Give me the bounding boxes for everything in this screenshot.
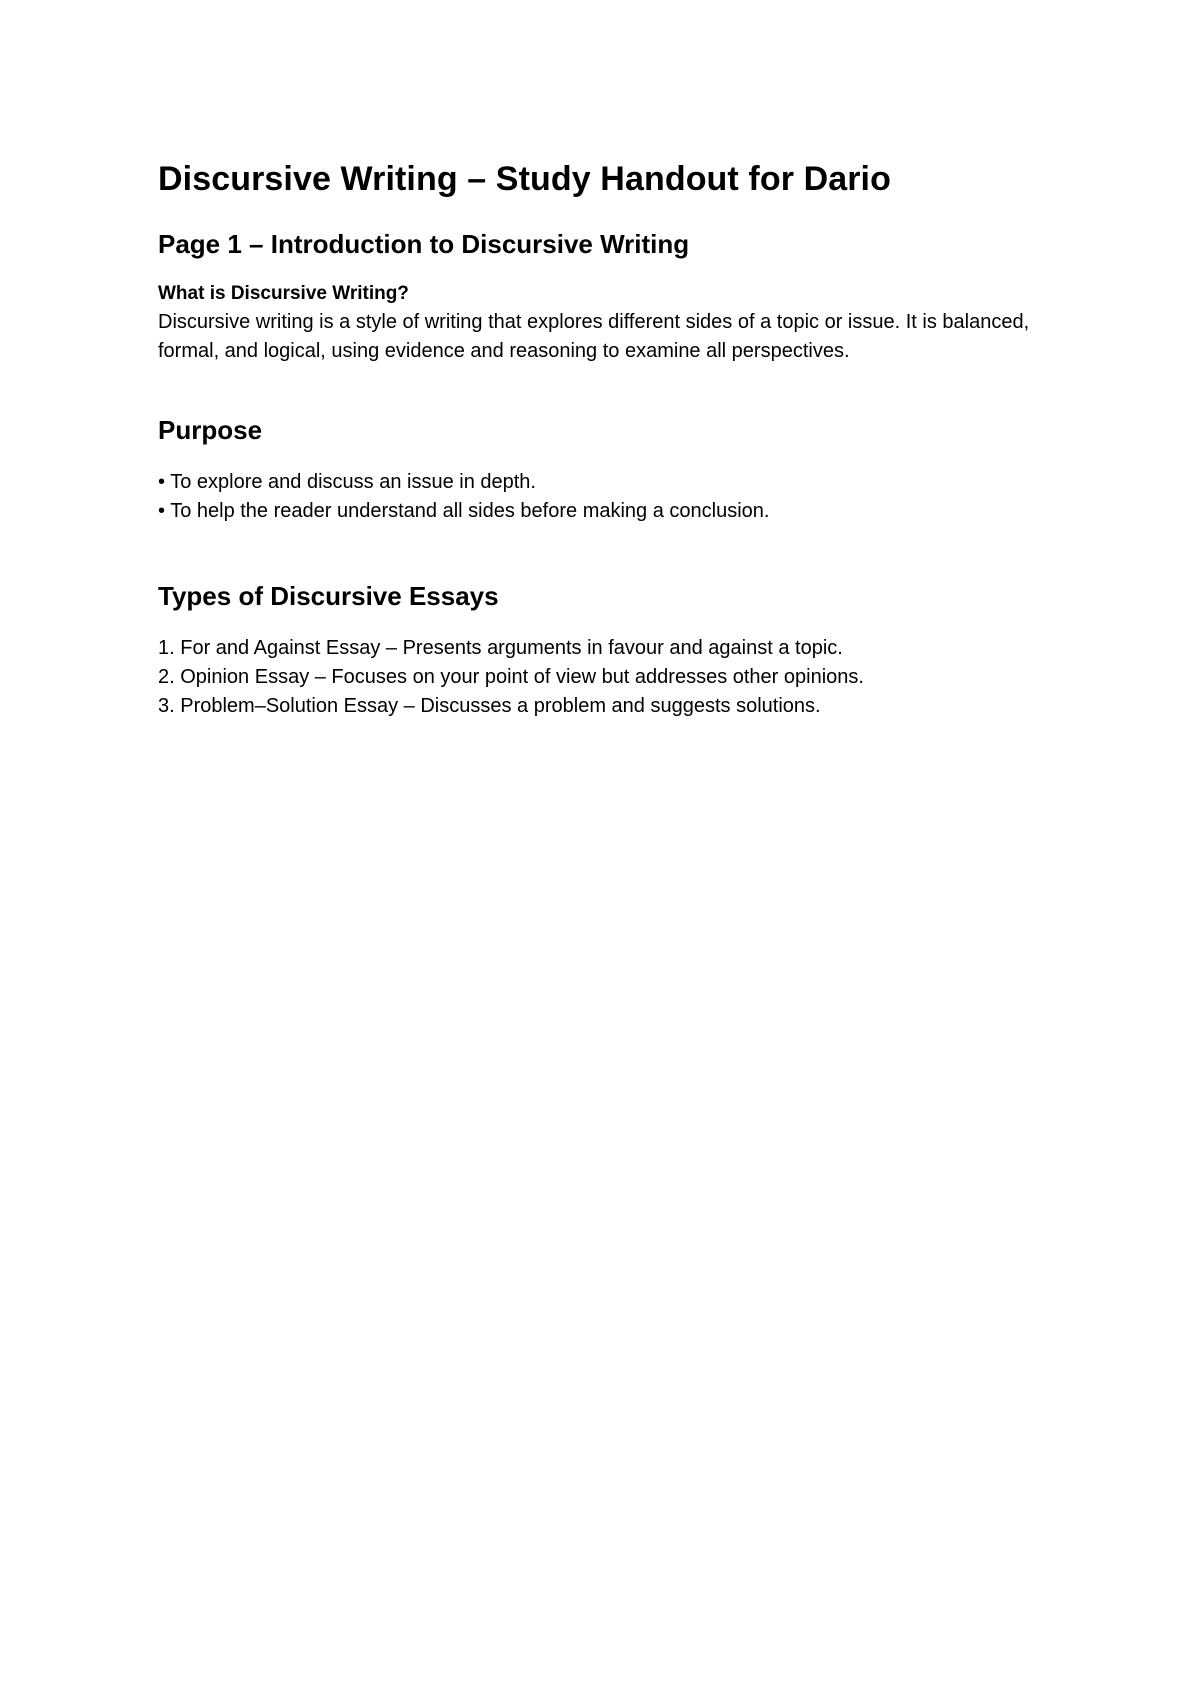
types-heading: Types of Discursive Essays xyxy=(158,581,499,611)
page-heading: Page 1 – Introduction to Discursive Writing xyxy=(158,229,690,259)
purpose-list xyxy=(158,468,1058,526)
types-section xyxy=(158,580,1058,721)
purpose-section xyxy=(158,414,1058,526)
types-list xyxy=(158,634,1058,721)
types-item: 3. Problem–Solution Essay – Discusses a problem and suggests solutions. xyxy=(158,695,821,717)
types-item: 2. Opinion Essay – Focuses on your point of view but addresses other opinions. xyxy=(158,666,864,688)
page-content xyxy=(158,158,1058,721)
types-item: 1. For and Against Essay – Presents arguments in favour and against a topic. xyxy=(158,637,843,659)
intro-section xyxy=(158,280,1058,366)
intro-subheading: What is Discursive Writing? xyxy=(158,283,409,304)
document-title: Discursive Writing – Study Handout for Dario xyxy=(158,160,891,198)
purpose-item: • To explore and discuss an issue in depth. xyxy=(158,471,536,493)
purpose-item: • To help the reader understand all sides before making a conclusion. xyxy=(158,500,770,522)
intro-paragraph: Discursive writing is a style of writing that explores different sides of a topic or issue. It is balanced, formal, and logical, using evidence and reasoning to examine all perspectives. xyxy=(158,311,1030,362)
purpose-heading: Purpose xyxy=(158,415,263,445)
